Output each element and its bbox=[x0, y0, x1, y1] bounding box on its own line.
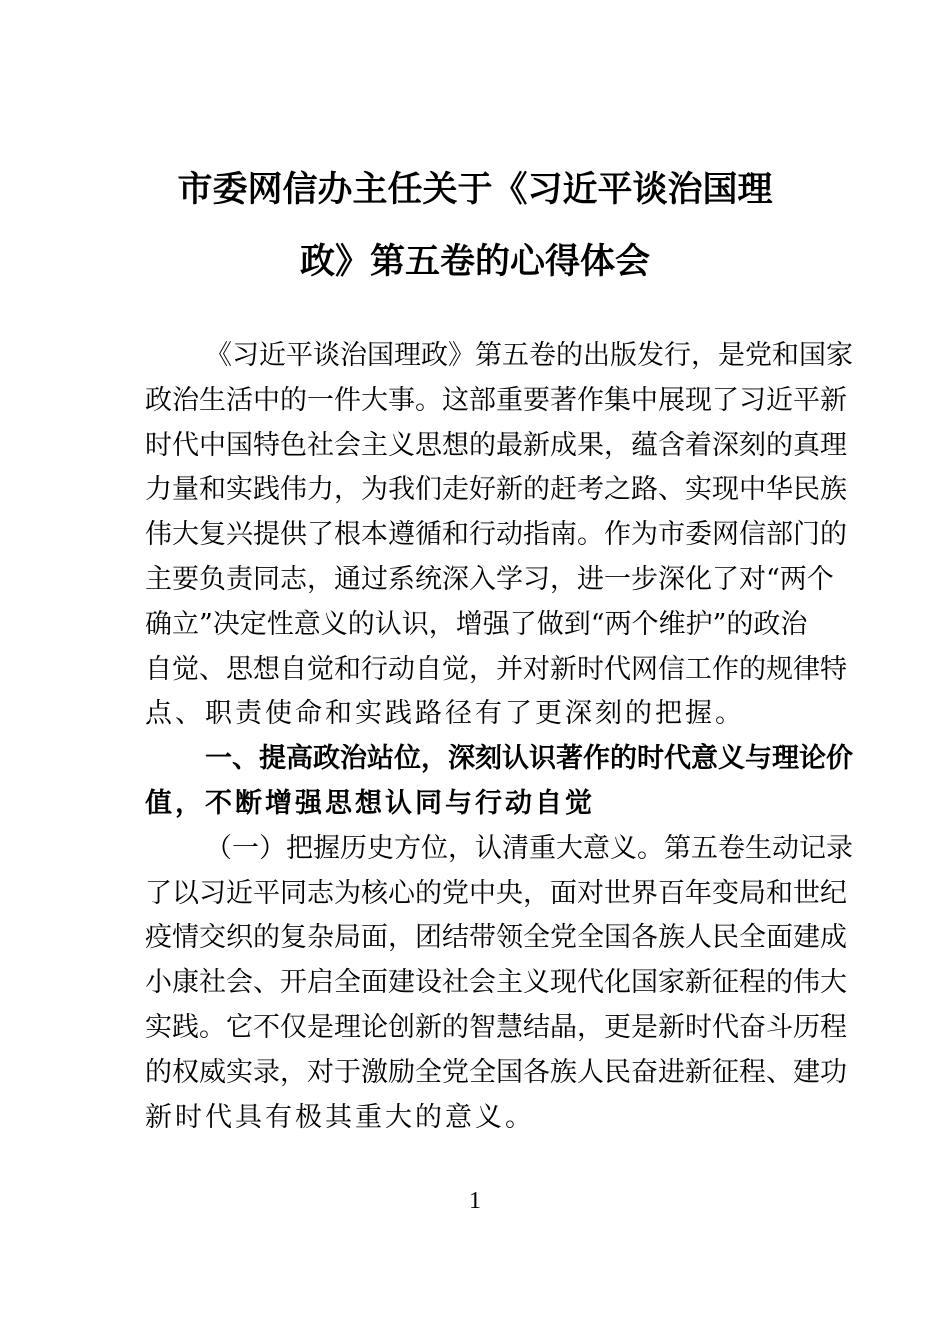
text-line: 时代中国特色社会主义思想的最新成果，蕴含着深刻的真理 bbox=[145, 429, 847, 461]
text-line: 自觉、思想自觉和行动自觉，并对新时代网信工作的规律特 bbox=[145, 653, 847, 685]
text-line: 确立”决定性意义的认识，增强了做到“两个维护”的政治 bbox=[145, 608, 808, 640]
subsection-paragraph-1 bbox=[145, 827, 853, 1141]
text-line: 的权威实录，对于激励全党全国各族人民奋进新征程、建功 bbox=[145, 1056, 847, 1088]
text-line: 了以习近平同志为核心的党中央，面对世界百年变局和世纪 bbox=[145, 877, 847, 909]
text-line: 主要负责同志，通过系统深入学习，进一步深化了对“两个 bbox=[145, 563, 834, 595]
document-title-line-2: 政》第五卷的心得体会 bbox=[299, 241, 650, 282]
heading-line: 值，不断增强思想认同与行动自觉 bbox=[145, 787, 595, 819]
text-line: 小康社会、开启全面建设社会主义现代化国家新征程的伟大 bbox=[145, 967, 847, 999]
text-line: （一）把握历史方位，认清重大意义。第五卷生动记录 bbox=[205, 832, 853, 864]
text-line: 实践。它不仅是理论创新的智慧结晶，更是新时代奋斗历程 bbox=[145, 1011, 847, 1043]
text-line: 点、职责使命和实践路径有了更深刻的把握。 bbox=[145, 698, 745, 730]
text-line: 政治生活中的一件大事。这部重要著作集中展现了习近平新 bbox=[145, 384, 847, 416]
text-line: 《习近平谈治国理政》第五卷的出版发行，是党和国家 bbox=[205, 340, 853, 371]
text-line: 新时代具有极其重大的意义。 bbox=[145, 1101, 535, 1133]
page-number: 1 bbox=[469, 1188, 481, 1214]
section-heading-1 bbox=[145, 737, 853, 827]
heading-line: 一、提高政治站位，深刻认识著作的时代意义与理论价 bbox=[205, 743, 853, 775]
intro-paragraph bbox=[145, 334, 853, 737]
text-line: 疫情交织的复杂局面，团结带领全党全国各族人民全面建成 bbox=[145, 922, 847, 954]
document-body bbox=[145, 334, 853, 1140]
text-line: 伟大复兴提供了根本遵循和行动指南。作为市委网信部门的 bbox=[145, 519, 847, 551]
text-line: 力量和实践伟力，为我们走好新的赶考之路、实现中华民族 bbox=[145, 474, 847, 506]
document-title-line-1: 市委网信办主任关于《习近平谈治国理 bbox=[177, 169, 773, 210]
